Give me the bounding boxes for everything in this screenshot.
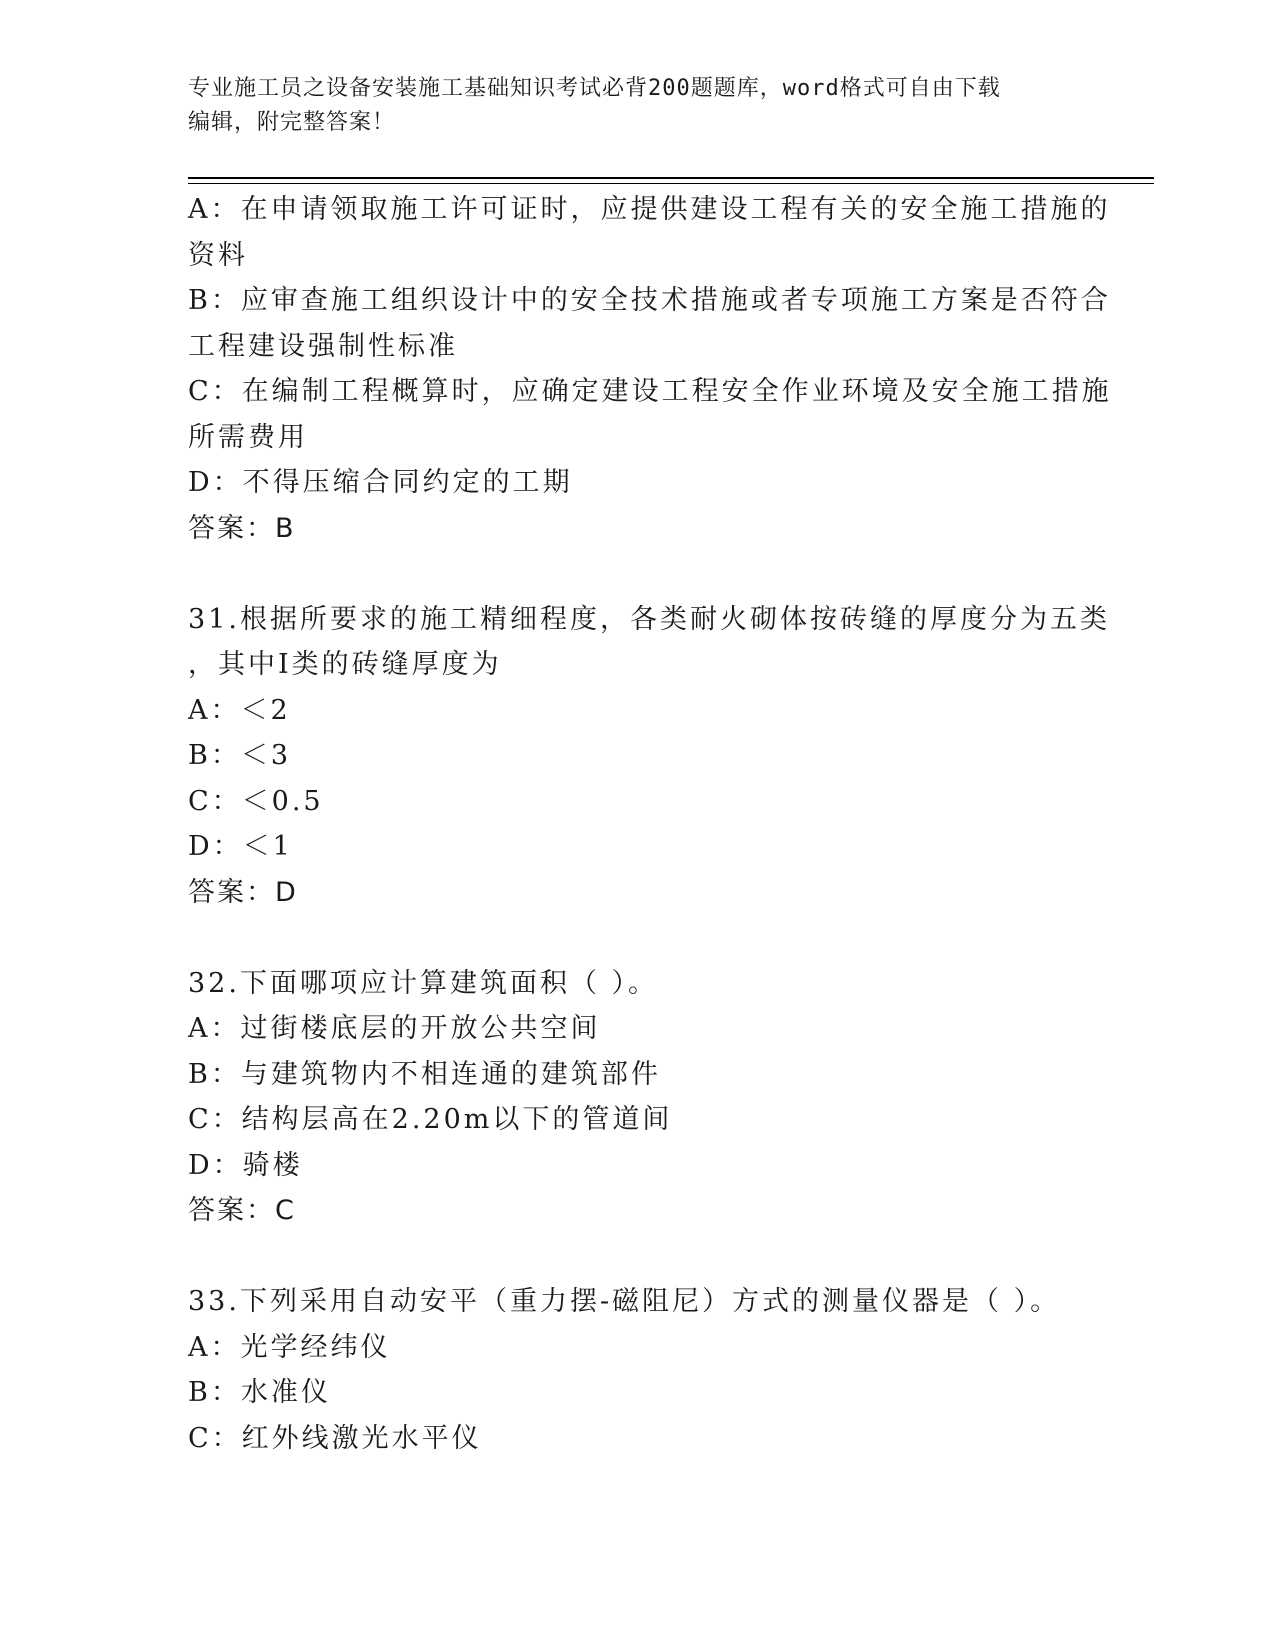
answer-line: 答案：D xyxy=(188,876,298,908)
header-line-1: 专业施工员之设备安装施工基础知识考试必背200题题库，word格式可自由下载 xyxy=(188,76,1001,101)
option-line: A：过街楼底层的开放公共空间 xyxy=(188,1013,601,1044)
question-block xyxy=(188,597,1110,916)
question-block xyxy=(188,961,1078,1234)
header-rule-thick xyxy=(188,177,1154,179)
option-line: A：＜2 xyxy=(188,694,291,726)
option-line: B：＜3 xyxy=(188,740,292,771)
option-line: C：结构层高在2.20m以下的管道间 xyxy=(188,1104,673,1135)
option-line: B：与建筑物内不相连通的建筑部件 xyxy=(188,1058,661,1090)
question-text: 33.下列采用自动安平（重力摆-磁阻尼）方式的测量仪器是（ ）。 xyxy=(188,1286,1061,1317)
header-line-2: 编辑，附完整答案！ xyxy=(188,110,396,135)
option-line: D：不得压缩合同约定的工期 xyxy=(188,467,573,498)
option-line: A：光学经纬仪 xyxy=(188,1331,391,1363)
answer-line: 答案：B xyxy=(188,512,296,544)
option-line: C：在编制工程概算时，应确定建设工程安全作业环境及安全施工措施 xyxy=(188,376,1112,407)
answer-line: 答案：C xyxy=(188,1195,296,1226)
question-text: ，其中Ⅰ类的砖缝厚度为 xyxy=(188,649,502,680)
option-line: C：红外线激光水平仪 xyxy=(188,1422,482,1454)
option-line: B：应审查施工组织设计中的安全技术措施或者专项施工方案是否符合 xyxy=(188,285,1111,316)
option-line: B：水准仪 xyxy=(188,1377,331,1408)
question-block xyxy=(188,1279,1078,1461)
option-line: D：骑楼 xyxy=(188,1149,303,1181)
block-spacer xyxy=(188,915,1078,961)
question-list xyxy=(188,187,1112,1461)
option-line: A：在申请领取施工许可证时，应提供建设工程有关的安全施工措施的 xyxy=(188,194,1111,225)
option-line: D：＜1 xyxy=(188,831,293,862)
question-text: 31.根据所要求的施工精细程度，各类耐火砌体按砖缝的厚度分为五类 xyxy=(188,603,1110,635)
header-rule-thin xyxy=(188,183,1154,184)
option-line: 所需费用 xyxy=(188,421,308,453)
question-text: 32.下面哪项应计算建筑面积（ ）。 xyxy=(188,967,659,999)
block-spacer xyxy=(188,1234,1078,1280)
block-spacer xyxy=(188,551,1078,597)
document-header xyxy=(188,72,1088,140)
option-line: 资料 xyxy=(188,239,248,271)
question-block xyxy=(188,187,1112,551)
option-line: 工程建设强制性标准 xyxy=(188,330,458,362)
option-line: C：＜0.5 xyxy=(188,785,324,817)
